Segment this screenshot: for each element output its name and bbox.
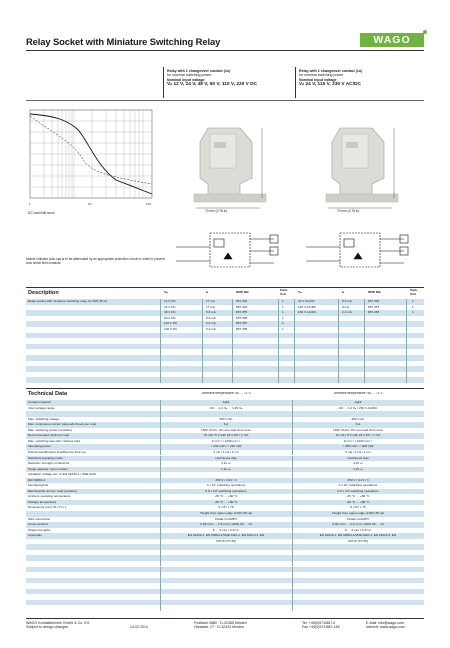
order-in: 17 mA [206,300,215,303]
tech-label: Wire connection [28,517,51,521]
footer-contact [366,621,405,630]
order-row [26,377,424,383]
svg-text:1: 1 [29,202,31,206]
load-limit-graph [26,106,156,210]
order-pack-unit: 1 [412,311,414,315]
tech-label: Standard operating mode [28,456,63,460]
tech-value-dc: 6 x 87 x 75 [218,506,234,510]
tech-value-dc: -40 °C … +80 °C [214,500,238,504]
tech-label: Electrical life at max. load (resistive) [28,489,78,493]
order-in: 5.6 mA [206,316,216,320]
order-item-number: 857-358 [236,328,248,331]
tech-value-acdc: 1500 VA AC, DC see load limit curve [333,428,383,432]
tech-value-acdc: 8 … 9 mm / 0.37 in [344,528,372,532]
wiring-diagram-dc [170,225,288,283]
tech-value-acdc: -40 °C … +80 °C [346,500,370,504]
tech-value-acdc: 60715 (TS 35) [348,539,368,543]
tech-value-acdc: Height from upper-edge of DIN 35 rail [332,512,384,515]
tech-value-dc: 0.08 mm² … 2.5 mm² / AWG 28 … 14 [200,523,252,527]
tech-value-dc: 8 … 9 mm / 0.37 in [212,528,240,532]
order-pack-unit: 1 [412,300,414,303]
order-item-number: 857-355 [236,311,248,315]
tech-label: Insulation voltage acc. to EN 61810-1 / VDE 0110 [28,473,96,477]
tech-value-dc: 1 kV ₐc [221,467,231,471]
tech-value-dc: 60715 (TS 35) [216,539,236,543]
column-divider [338,377,339,383]
tech-value-acdc: 4 kV ₐc [353,462,363,466]
order-pack-unit: 1 [282,305,284,309]
tech-value-acdc: 6 x 87 x 75 [350,506,366,510]
dimension-label-dc: 70 mm (2.76 in) [205,209,228,213]
order-vn: 12 V DC [164,300,176,303]
order-in: 17 mA [206,305,215,309]
order-item-number: 857-356 [236,316,248,320]
order-in: 5.8 mA [206,311,216,315]
tech-value-dc: -25 °C … +60 °C [214,495,238,499]
order-vn: 110 V DC [164,322,178,326]
tech-col1-head: Ambient temperature: 60 ... 71°C [202,392,252,395]
tech-value-acdc: AgNi [354,401,362,404]
footer-rule [26,618,424,619]
order-item-header: Item No. [236,291,250,294]
order-vn: 220 V DC [164,328,178,331]
column-divider [202,377,203,383]
tech-label: Surge capacity, input contact [28,467,68,471]
tech-value-dc: 0.8 … 1.2 Vₙ … 1.25 Vₙ [209,406,243,410]
footer-address: Postfach 2880 · D-32385 Minden Hansastr. 27 · D-32423 Minden [194,621,247,630]
tech-label: Operating power [28,445,51,449]
order-pack-unit: 1 [412,305,414,309]
tech-value-acdc: continuous duty [347,456,369,460]
order-description-header: Description [28,290,59,296]
order-item-number: 857-304 [368,300,380,303]
order-in2-header: Iₙ [342,291,345,294]
tech-value-acdc: CAGE CLAMP® [346,517,370,521]
tech-value-acdc: 250 V / 4 kV / 3 [347,478,369,482]
footer-company: WAGO Kontakttechnik GmbH & Co. KG Subject to design changes [26,621,90,630]
column-divider [406,377,407,383]
column-divider [160,377,161,383]
column-divider [364,377,365,383]
tech-value-dc: EN 61810-1, EN 60664-1/VDE 0110-1, EN 61010-1, EN [187,534,265,538]
tech-label: Cross sections [28,523,49,527]
dimension-label-acdc: 70 mm (2.76 in) [337,209,360,213]
order-in: 2.2 mA [342,311,352,315]
tech-value-dc: 250 V AC [219,417,233,421]
order-vn2-header: Vₙ [298,291,302,294]
protection-note: Mobile indicator pick-ups is to be attenuated by an appropriate protection circuit in order to prevent arcs which limit contacts. [26,257,165,265]
column-divider [160,605,161,611]
page-title: Relay Socket with Miniature Switching Relay [26,36,221,47]
tech-value-dc: CAGE CLAMP® [214,517,238,521]
wago-logo: WAGO [360,33,424,47]
order-pack-unit: 1 [282,300,284,303]
tech-label: Input voltage range [28,406,55,410]
order-pack-header: Pack. Unit [280,289,288,296]
tech-label: Max. switching voltage [28,417,60,421]
tech-value-acdc: 5 ms / 3 ms / 1 ms [345,450,371,454]
tech-value-acdc: 250 V AC [351,417,365,421]
tech-label: Approvals [28,534,42,538]
tech-value-acdc: 10 mA / 5 V with 24 V DC / 1 mA [335,434,381,438]
tech-value-acdc: -25 °C … +60 °C [346,495,370,499]
order-vn-header: Vₙ [164,291,168,294]
order-pack-unit: 1 [282,311,284,315]
tech-label: Stripped lengths [28,528,51,532]
tech-label: Storage temperature [28,500,57,504]
order-vn: 60 V DC [164,316,176,320]
order-in: 8.3 mA [342,300,352,303]
column-divider [232,377,233,383]
tech-value-dc: AgNi [222,401,230,404]
order-item-number: 857-304 [236,305,248,309]
title-rule [26,50,424,51]
order-pack-unit: 1 [282,316,284,320]
tech-value-dc: 4 kV ₐc [221,462,231,466]
order-in-header: Iₙ [206,291,209,294]
tech-label: Recommended minimum load [28,434,70,438]
tech-value-dc: 3 x 10⁷ switching operations [206,484,246,488]
order-item-number: 857-357 [236,322,248,326]
tech-label: Ambient operating temperature [28,495,71,499]
tech-value-acdc: 0.8 … 1.2 Vₙ / 230 V AC/DC [338,406,378,410]
order-vn: 230 V AC/DC [298,311,317,315]
footer-date: 14.02.2014 [130,625,148,629]
column-header-acdc: Relay with 1 changeover contact (1u) for nominal switching power Nominal input voltage Vₙ 24 V, 115 V, 230 V AC/DC [295,67,424,98]
order-vn: 115 V AC/DC [298,305,317,309]
tech-value-acdc: 0.08 mm² … 2.5 mm² / AWG 28 … 14 [332,523,384,527]
tech-value-acdc: 6 A [355,423,361,427]
tech-value-dc: 250 V / 4 kV / 3 [215,478,237,482]
tech-label: IEC 60664-1 [28,478,46,482]
order-pack2-header: Pack. Unit [410,289,418,296]
tech-label: Contact material [28,401,51,404]
order-vn: 24 V AC/DC [298,300,315,303]
email-link[interactable]: E-Mail: info@wago.com [366,621,405,625]
tech-label: Max. continuous current (depends floods per row) [28,423,97,427]
tech-label: Pickup time/Dropout time/Bounce time typ. [28,450,87,454]
tech-label: Dielectric strength contact/coil [28,462,70,466]
wiring-diagram-acdc [300,225,418,283]
tech-value-dc: 6 A [223,423,229,427]
header-rule [26,100,424,101]
graph-caption: DC load limit curve [28,211,55,215]
column-header-dc: Relay with 1 changeover contact (1u) for nominal switching power Nominal input voltage Vₙ 12 V, 24 V, 48 V, 60 V, 110 V, 220 V DC [163,67,292,98]
relay-product-image-acdc [312,112,412,216]
order-pack-unit: 1 [282,328,284,331]
tech-value-dc: 1500 VA AC, DC see load limit curve [201,428,251,432]
tech-value-dc: 10 mA / 5 V with 24 V DC / 1 mA [203,434,249,438]
tech-value-acdc: 1 kV ₐc [353,467,363,471]
order-description: Relay socket with miniature switching relay, for DIN 35 rail [28,300,108,303]
order-item-number: 857-354 [236,300,248,303]
relay-product-image-dc [180,112,280,216]
tech-value-dc: 0.6 x 10⁵ switching operations [205,489,247,493]
tech-label: Max. switching rate with / without load [28,439,80,443]
order-item2-header: Item No. [368,291,382,294]
tech-value-acdc: 3 x 10⁷ switching operations [338,484,378,488]
column-divider [294,377,295,383]
order-item-number: 857-358 [368,311,380,315]
tech-col2-head: Ambient temperature: 60 ... 71°C [334,392,384,395]
order-pack-unit: 1 [282,322,284,326]
tech-value-dc: < 240 mW / < 240 mW [210,445,242,449]
tech-label: Max. switching power (resistive) [28,428,72,432]
tech-value-acdc: 6 min⁻¹ / 1200 min⁻¹ [343,439,373,443]
column-divider [292,605,293,611]
tech-value-dc: Height from upper-edge of DIN 35 rail [200,512,252,515]
tech-value-acdc: 0.6 x 10⁵ switching operations [337,489,379,493]
column-divider [278,377,279,383]
tech-value-acdc: EN 61810-1, EN 60664-1/VDE 0110-1, EN 61010-1, EN [319,534,397,538]
tech-label: Mechanical life [28,484,49,488]
order-in: 6 mA [342,305,350,309]
svg-text:10: 10 [88,202,92,206]
empty-row [26,605,424,611]
svg-text:100: 100 [146,202,152,206]
footer-phone: Tel. +49(0)571/887-0 Fax +49(0)571/887-169 [302,621,340,630]
tech-title: Technical Data [28,391,68,397]
order-vn: 48 V DC [164,311,176,315]
website-link[interactable]: Internet: www.wago.com [366,625,406,630]
order-in: 2.6 mA [206,322,216,326]
tech-label: Dimensions (mm) W x H x L [28,506,67,510]
order-item-number: 857-357 [368,305,380,309]
tech-value-acdc: < 350 mW / < 600 mW [342,445,374,449]
tech-value-dc: 6 min⁻¹ / 1200 min⁻¹ [211,439,241,443]
order-in: 2.2 mA [206,328,216,331]
tech-value-dc: continuous duty [215,456,237,460]
order-vn: 24 V DC [164,305,176,309]
tech-value-dc: 5 ms / 3 ms / 1 ms [213,450,239,454]
